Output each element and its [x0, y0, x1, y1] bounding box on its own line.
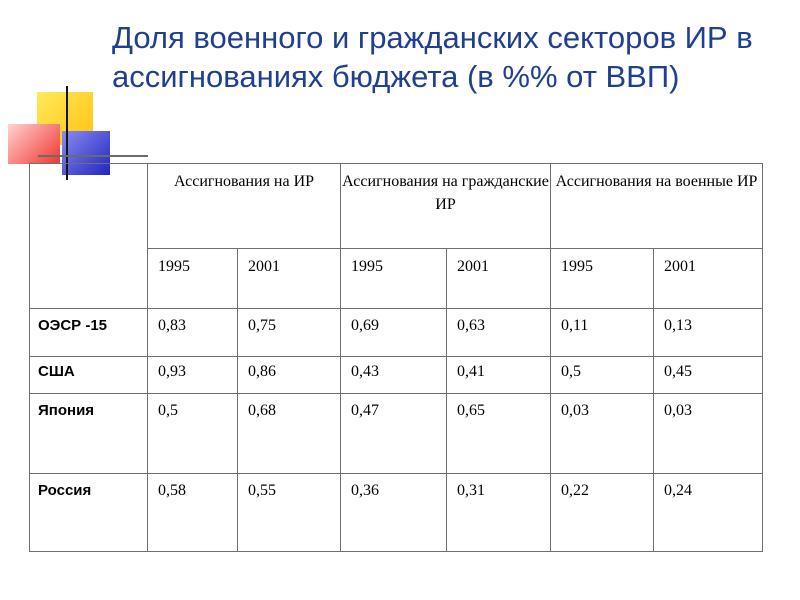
- corner-cell: [30, 164, 148, 309]
- decor-red-square: [8, 124, 60, 164]
- table-cell: 0,86: [238, 357, 341, 394]
- table-cell: 0,69: [341, 309, 447, 357]
- year-header: 2001: [238, 249, 341, 309]
- table-cell: 0,83: [148, 309, 238, 357]
- table-cell: 0,5: [551, 357, 654, 394]
- table-cell: 0,31: [447, 474, 551, 552]
- row-label: Япония: [30, 394, 148, 474]
- year-header: 1995: [341, 249, 447, 309]
- table-cell: 0,03: [551, 394, 654, 474]
- table-cell: 0,03: [654, 394, 763, 474]
- table-cell: 0,22: [551, 474, 654, 552]
- year-header: 1995: [551, 249, 654, 309]
- group-header-civil: Ассигнования на гражданские ИР: [341, 164, 551, 249]
- table-cell: 0,13: [654, 309, 763, 357]
- table-cell: 0,11: [551, 309, 654, 357]
- row-label: США: [30, 357, 148, 394]
- table-cell: 0,68: [238, 394, 341, 474]
- table-cell: 0,36: [341, 474, 447, 552]
- table-row: [30, 357, 763, 394]
- slide-title: Доля военного и гражданских секторов ИР в ассигнованиях бюджета (в %% от ВВП): [112, 20, 753, 94]
- year-header: 2001: [654, 249, 763, 309]
- table-cell: 0,65: [447, 394, 551, 474]
- table-cell: 0,55: [238, 474, 341, 552]
- table-cell: 0,58: [148, 474, 238, 552]
- table-cell: 0,24: [654, 474, 763, 552]
- table-cell: 0,5: [148, 394, 238, 474]
- row-label: Россия: [30, 474, 148, 552]
- table-cell: 0,41: [447, 357, 551, 394]
- group-header-total: Ассигнования на ИР: [148, 164, 341, 249]
- table-row: [30, 394, 763, 474]
- row-label: ОЭСР -15: [30, 309, 148, 357]
- table-cell: 0,93: [148, 357, 238, 394]
- table-cell: 0,45: [654, 357, 763, 394]
- table-row: [30, 474, 763, 552]
- table-cell: 0,63: [447, 309, 551, 357]
- group-header-military: Ассигнования на военные ИР: [551, 164, 763, 249]
- decor-horizontal-line: [38, 155, 148, 157]
- table-row: [30, 309, 763, 357]
- data-table: [29, 163, 763, 552]
- year-header: 1995: [148, 249, 238, 309]
- year-header: 2001: [447, 249, 551, 309]
- table-cell: 0,75: [238, 309, 341, 357]
- table-cell: 0,43: [341, 357, 447, 394]
- table-cell: 0,47: [341, 394, 447, 474]
